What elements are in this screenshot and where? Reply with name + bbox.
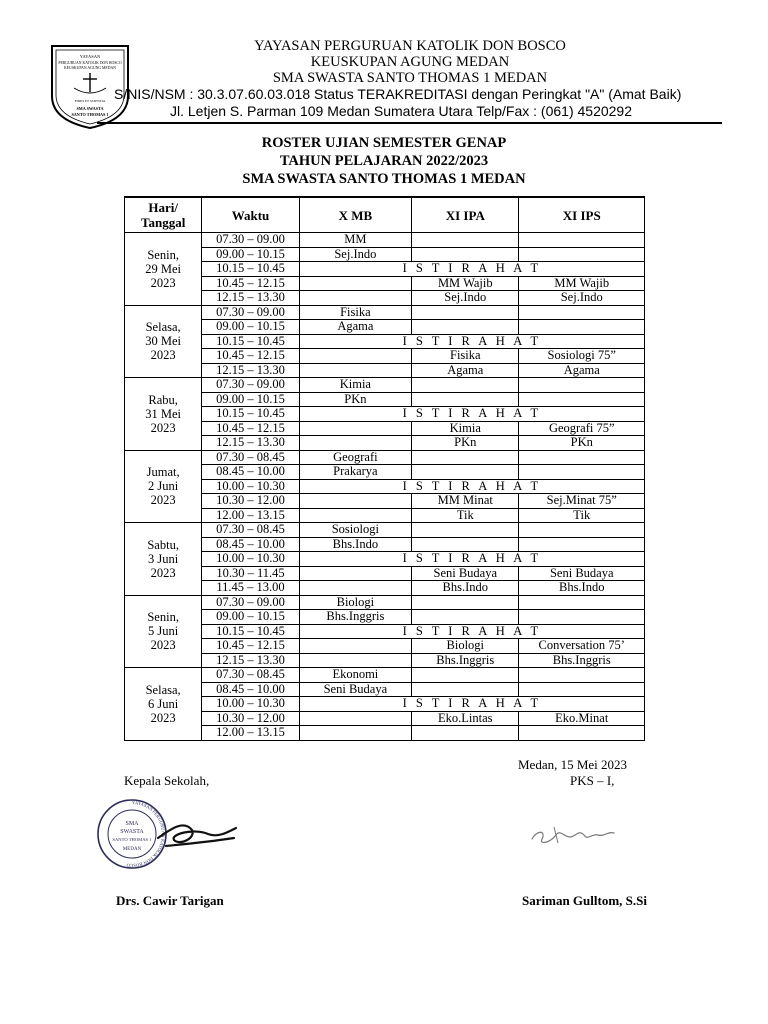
- day-date-cell: [125, 595, 202, 668]
- time-cell: 10.15 – 10.45: [202, 407, 299, 422]
- table-header-row: [125, 197, 645, 233]
- table-row: [125, 537, 645, 552]
- day-year: 2023: [150, 565, 176, 580]
- xmb-cell: Ekonomi: [299, 668, 411, 683]
- xiipa-cell: Eko.Lintas: [412, 711, 519, 726]
- time-cell: 09.00 – 10.15: [202, 320, 299, 335]
- xmb-cell: Geografi: [299, 450, 411, 465]
- xiipa-cell: Biologi: [412, 639, 519, 654]
- day-date-cell: [125, 305, 202, 378]
- xiipa-cell: [412, 668, 519, 683]
- xiips-cell: Geografi 75”: [519, 421, 645, 436]
- time-cell: 10.45 – 12.15: [202, 639, 299, 654]
- xmb-cell: [299, 421, 411, 436]
- xiipa-cell: Fisika: [412, 349, 519, 364]
- xiips-cell: [519, 378, 645, 393]
- xiips-cell: [519, 610, 645, 625]
- time-cell: 07.30 – 08.45: [202, 523, 299, 538]
- day-name: Senin,: [147, 247, 179, 262]
- xmb-cell: Biologi: [299, 595, 411, 610]
- vice-principal-role: PKS – I,: [570, 773, 615, 788]
- time-cell: 07.30 – 09.00: [202, 233, 299, 248]
- time-cell: 10.15 – 10.45: [202, 624, 299, 639]
- logo-text-3: KEUSKUPAN AGUNG MEDAN: [64, 66, 116, 70]
- xmb-cell: [299, 363, 411, 378]
- xiipa-cell: [412, 537, 519, 552]
- time-cell: 10.45 – 12.15: [202, 421, 299, 436]
- xiipa-cell: [412, 450, 519, 465]
- time-cell: 08.45 – 10.00: [202, 682, 299, 697]
- xmb-cell: [299, 291, 411, 306]
- table-row: [125, 726, 645, 741]
- xiips-cell: Sosiologi 75”: [519, 349, 645, 364]
- day-date: 2 Juni: [148, 479, 179, 494]
- school-name-title: SMA SWASTA SANTO THOMAS 1 MEDAN: [242, 171, 526, 187]
- table-row: [125, 711, 645, 726]
- xiipa-cell: [412, 233, 519, 248]
- logo-motto: FIDES ET SCIENTIA: [74, 99, 106, 103]
- day-name: Senin,: [147, 610, 179, 625]
- day-date: 30 Mei: [145, 334, 182, 349]
- time-cell: 10.00 – 10.30: [202, 697, 299, 712]
- xiips-cell: [519, 465, 645, 480]
- xiips-cell: PKn: [519, 436, 645, 451]
- break-cell: I S T I R A H A T: [299, 407, 644, 422]
- header-xmb: X MB: [299, 197, 411, 233]
- xiips-cell: [519, 392, 645, 407]
- xmb-cell: [299, 566, 411, 581]
- xmb-cell: Agama: [299, 320, 411, 335]
- day-name: Jumat,: [146, 465, 180, 480]
- stamp-line1: SMA: [125, 821, 139, 827]
- logo-name: SANTO THOMAS 1: [71, 112, 109, 117]
- table-row: [125, 305, 645, 320]
- table-row: [125, 378, 645, 393]
- xiipa-cell: Agama: [412, 363, 519, 378]
- xmb-cell: Seni Budaya: [299, 682, 411, 697]
- xiips-cell: Bhs.Indo: [519, 581, 645, 596]
- xiipa-cell: Seni Budaya: [412, 566, 519, 581]
- xiipa-cell: Tik: [412, 508, 519, 523]
- xmb-cell: [299, 349, 411, 364]
- table-row: [125, 508, 645, 523]
- day-name: Sabtu,: [147, 537, 179, 552]
- xiips-cell: MM Wajib: [519, 276, 645, 291]
- archdiocese-name: KEUSKUPAN AGUNG MEDAN: [310, 54, 510, 70]
- xiipa-cell: PKn: [412, 436, 519, 451]
- day-name: Rabu,: [148, 392, 178, 407]
- exam-schedule-table: [124, 196, 645, 741]
- table-row: [125, 624, 645, 639]
- xmb-cell: [299, 508, 411, 523]
- break-cell: I S T I R A H A T: [299, 552, 644, 567]
- xiipa-cell: [412, 595, 519, 610]
- xiips-cell: [519, 450, 645, 465]
- xiips-cell: Tik: [519, 508, 645, 523]
- day-date: 5 Juni: [148, 624, 179, 639]
- xmb-cell: Bhs.Inggris: [299, 610, 411, 625]
- time-cell: 12.15 – 13.30: [202, 436, 299, 451]
- xiips-cell: Conversation 75’: [519, 639, 645, 654]
- stamp-seal-icon: [96, 798, 246, 870]
- table-row: [125, 465, 645, 480]
- xmb-cell: MM: [299, 233, 411, 248]
- xiipa-cell: [412, 392, 519, 407]
- xiipa-cell: [412, 523, 519, 538]
- logo-text-2: PERGURUAN KATOLIK DON BOSCO: [58, 61, 122, 65]
- header-divider: [97, 122, 722, 124]
- vice-signature-icon: [526, 815, 626, 855]
- school-stamp: [96, 798, 246, 870]
- xiipa-cell: Kimia: [412, 421, 519, 436]
- day-year: 2023: [150, 493, 176, 508]
- xmb-cell: [299, 726, 411, 741]
- vice-principal-signature: [526, 815, 626, 855]
- logo-text-1: YAYASAN: [79, 54, 101, 59]
- document-title: ROSTER UJIAN SEMESTER GENAP: [261, 135, 507, 151]
- xiips-cell: Sej.Indo: [519, 291, 645, 306]
- time-cell: 12.15 – 13.30: [202, 653, 299, 668]
- table-row: [125, 276, 645, 291]
- time-cell: 08.45 – 10.00: [202, 537, 299, 552]
- table-row: [125, 334, 645, 349]
- logo-school: SMA SWASTA: [76, 106, 104, 111]
- time-cell: 09.00 – 10.15: [202, 610, 299, 625]
- xiipa-cell: [412, 320, 519, 335]
- day-date-cell: [125, 523, 202, 596]
- stamp-line3: SANTO THOMAS 1: [112, 837, 152, 842]
- table-row: [125, 697, 645, 712]
- day-date-cell: [125, 450, 202, 523]
- xiipa-cell: [412, 378, 519, 393]
- time-cell: 10.30 – 12.00: [202, 711, 299, 726]
- xiipa-cell: [412, 305, 519, 320]
- xiips-cell: [519, 320, 645, 335]
- xiips-cell: [519, 247, 645, 262]
- foundation-name: YAYASAN PERGURUAN KATOLIK DON BOSCO: [254, 38, 566, 54]
- header-day-line2: Tanggal: [140, 215, 186, 230]
- time-cell: 07.30 – 09.00: [202, 595, 299, 610]
- time-cell: 07.30 – 08.45: [202, 450, 299, 465]
- xiipa-cell: Bhs.Inggris: [412, 653, 519, 668]
- table-row: [125, 291, 645, 306]
- day-date-cell: [125, 233, 202, 306]
- table-row: [125, 392, 645, 407]
- time-cell: 10.00 – 10.30: [202, 479, 299, 494]
- day-date: 6 Juni: [148, 696, 179, 711]
- table-row: [125, 581, 645, 596]
- day-year: 2023: [150, 275, 176, 290]
- time-cell: 12.15 – 13.30: [202, 363, 299, 378]
- time-cell: 10.30 – 12.00: [202, 494, 299, 509]
- xmb-cell: [299, 581, 411, 596]
- header-day: [125, 197, 202, 233]
- xmb-cell: Sosiologi: [299, 523, 411, 538]
- table-row: [125, 653, 645, 668]
- vice-principal-name: Sariman Gulltom, S.Si: [522, 893, 647, 908]
- header-time: Waktu: [202, 197, 299, 233]
- principal-name: Drs. Cawir Tarigan: [116, 893, 224, 908]
- time-cell: 11.45 – 13.00: [202, 581, 299, 596]
- time-cell: 12.00 – 13.15: [202, 508, 299, 523]
- time-cell: 10.15 – 10.45: [202, 262, 299, 277]
- day-date: 31 Mei: [145, 406, 182, 421]
- xiips-cell: Agama: [519, 363, 645, 378]
- xiipa-cell: [412, 610, 519, 625]
- break-cell: I S T I R A H A T: [299, 334, 644, 349]
- time-cell: 10.45 – 12.15: [202, 276, 299, 291]
- stamp-ring-text: YAYASAN PERGURUAN KATOLIK DON BOSCO: [126, 799, 166, 869]
- day-date: 29 Mei: [145, 261, 182, 276]
- time-cell: 12.00 – 13.15: [202, 726, 299, 741]
- xiipa-cell: MM Minat: [412, 494, 519, 509]
- xmb-cell: Fisika: [299, 305, 411, 320]
- xmb-cell: Kimia: [299, 378, 411, 393]
- time-cell: 07.30 – 08.45: [202, 668, 299, 683]
- xiips-cell: Seni Budaya: [519, 566, 645, 581]
- xmb-cell: [299, 436, 411, 451]
- time-cell: 09.00 – 10.15: [202, 247, 299, 262]
- xiipa-cell: [412, 247, 519, 262]
- table-row: [125, 682, 645, 697]
- xiipa-cell: Bhs.Indo: [412, 581, 519, 596]
- xmb-cell: [299, 494, 411, 509]
- xiipa-cell: [412, 682, 519, 697]
- accreditation-line: S/NIS/NSM : 30.3.07.60.03.018 Status TERAKREDITASI dengan Peringkat "A" (Amat Baik): [114, 86, 682, 102]
- day-date-cell: [125, 378, 202, 451]
- day-name: Selasa,: [145, 320, 181, 335]
- xiipa-cell: Sej.Indo: [412, 291, 519, 306]
- xiips-cell: [519, 682, 645, 697]
- principal-role: Kepala Sekolah,: [124, 773, 210, 788]
- table-row: [125, 349, 645, 364]
- day-name: Selasa,: [145, 682, 181, 697]
- header-xiipa: XI IPA: [412, 197, 519, 233]
- xiips-cell: [519, 305, 645, 320]
- table-row: [125, 363, 645, 378]
- header-day-line1: Hari/: [148, 200, 178, 215]
- table-row: [125, 421, 645, 436]
- table-row: [125, 233, 645, 248]
- break-cell: I S T I R A H A T: [299, 624, 644, 639]
- table-row: [125, 552, 645, 567]
- xmb-cell: [299, 653, 411, 668]
- day-year: 2023: [150, 420, 176, 435]
- header-xiips: XI IPS: [519, 197, 645, 233]
- xmb-cell: [299, 639, 411, 654]
- time-cell: 12.15 – 13.30: [202, 291, 299, 306]
- table-row: [125, 523, 645, 538]
- time-cell: 07.30 – 09.00: [202, 378, 299, 393]
- table-row: [125, 320, 645, 335]
- time-cell: 10.00 – 10.30: [202, 552, 299, 567]
- xiips-cell: [519, 537, 645, 552]
- time-cell: 10.30 – 11.45: [202, 566, 299, 581]
- xiips-cell: [519, 726, 645, 741]
- break-cell: I S T I R A H A T: [299, 697, 644, 712]
- school-name-header: SMA SWASTA SANTO THOMAS 1 MEDAN: [272, 70, 548, 86]
- time-cell: 10.45 – 12.15: [202, 349, 299, 364]
- table-row: [125, 436, 645, 451]
- table-row: [125, 407, 645, 422]
- xiips-cell: Eko.Minat: [519, 711, 645, 726]
- xiips-cell: Sej.Minat 75”: [519, 494, 645, 509]
- principal-signature-icon: [158, 825, 236, 846]
- time-cell: 10.15 – 10.45: [202, 334, 299, 349]
- xiips-cell: [519, 233, 645, 248]
- xmb-cell: Bhs.Indo: [299, 537, 411, 552]
- stamp-line4: MEDAN: [122, 847, 142, 852]
- table-row: [125, 668, 645, 683]
- time-cell: 09.00 – 10.15: [202, 392, 299, 407]
- time-cell: 07.30 – 09.00: [202, 305, 299, 320]
- xiips-cell: [519, 668, 645, 683]
- stamp-line2: SWASTA: [120, 829, 144, 835]
- xmb-cell: [299, 276, 411, 291]
- xmb-cell: Sej.Indo: [299, 247, 411, 262]
- table-row: [125, 247, 645, 262]
- place-date: Medan, 15 Mei 2023: [518, 757, 628, 772]
- break-cell: I S T I R A H A T: [299, 262, 644, 277]
- xiipa-cell: MM Wajib: [412, 276, 519, 291]
- table-row: [125, 494, 645, 509]
- xmb-cell: Prakarya: [299, 465, 411, 480]
- table-row: [125, 450, 645, 465]
- day-year: 2023: [150, 710, 176, 725]
- table-body: [125, 233, 645, 741]
- xmb-cell: PKn: [299, 392, 411, 407]
- academic-year: TAHUN PELAJARAN 2022/2023: [279, 153, 489, 169]
- xiipa-cell: [412, 465, 519, 480]
- xiips-cell: Bhs.Inggris: [519, 653, 645, 668]
- day-date-cell: [125, 668, 202, 741]
- table-row: [125, 639, 645, 654]
- table-row: [125, 610, 645, 625]
- day-date: 3 Juni: [148, 551, 179, 566]
- xiips-cell: [519, 523, 645, 538]
- day-year: 2023: [150, 638, 176, 653]
- table-row: [125, 479, 645, 494]
- table-row: [125, 262, 645, 277]
- xiipa-cell: [412, 726, 519, 741]
- time-cell: 08.45 – 10.00: [202, 465, 299, 480]
- break-cell: I S T I R A H A T: [299, 479, 644, 494]
- day-year: 2023: [150, 348, 176, 363]
- xiips-cell: [519, 595, 645, 610]
- table-row: [125, 566, 645, 581]
- address-line: Jl. Letjen S. Parman 109 Medan Sumatera Utara Telp/Fax : (061) 4520292: [170, 103, 633, 119]
- table-row: [125, 595, 645, 610]
- xmb-cell: [299, 711, 411, 726]
